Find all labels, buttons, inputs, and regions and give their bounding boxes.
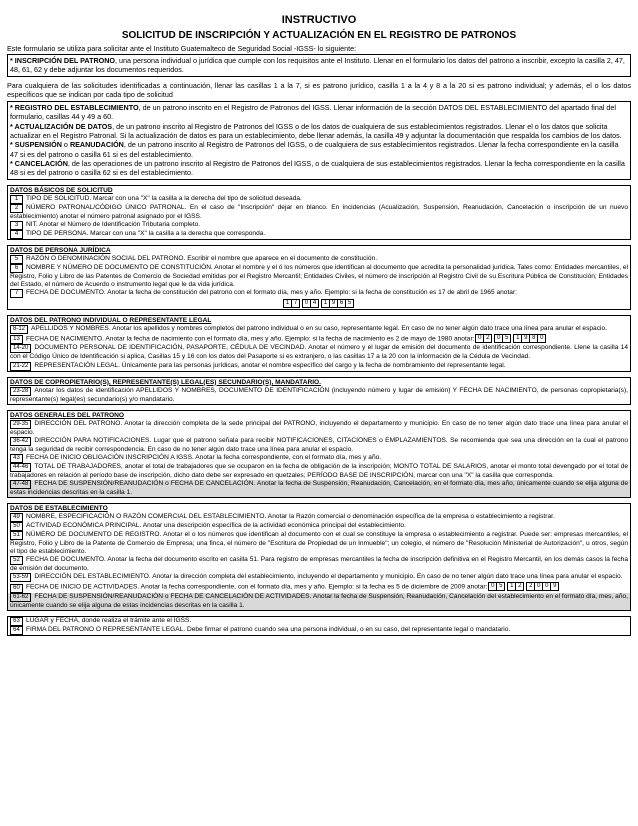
section-datos-establecimiento bbox=[7, 503, 631, 611]
date-digit-cell: 0 bbox=[494, 334, 503, 343]
field-number: 4 bbox=[10, 230, 23, 239]
date-example-1980 bbox=[476, 334, 546, 343]
field-row-53-59: 53-59 DIRECCIÓN DEL ESTABLECIMIENTO. Anotar la dirección completa del establecimiento, incluyendo el departamento y municipio. En caso de no tener algún dato trace una línea para anular el espacio. bbox=[8, 573, 630, 582]
section-heading: DATOS BÁSICOS DE SOLICITUD bbox=[10, 186, 113, 194]
field-row-43: 43 FECHA DE INICIO OBLIGACIÓN INSCRIPCIÓN A IGSS. Anotar la fecha correspondiente, con el formato día, mes y año. bbox=[8, 454, 630, 463]
general-instruction: Para cualquiera de las solicitudes identificadas a continuación, llenar las casillas 1 a la 7, si es patrono jurídico, casilla 1 a la 4 y 8 a la 20 si es patrono individual; y además, el o los datos específicos que se indican por cada tipo de solicitud bbox=[7, 80, 631, 99]
section-heading: DATOS GENERALES DEL PATRONO bbox=[10, 411, 125, 419]
section-patrono-individual bbox=[7, 315, 631, 371]
instructivo-page bbox=[7, 0, 631, 636]
field-row-7: 7 FECHA DE DOCUMENTO. Anotar la fecha de constitución del patrono con el formato día, mes y año. Ejemplo: si la fecha de constitución es 17 de abril de 1965 anotar: 1 7 0 4 1 9 6 5 bbox=[8, 289, 630, 308]
date-digit-cell: 0 bbox=[537, 334, 546, 343]
field-row-47-48: 47-48 FECHA DE SUSPENSIÓN/REANUDACIÓN o FECHA DE CANCELACIÓN. Anotar la fecha de Suspensión, Reanudación, Cancelación, en el formato día, mes año, únicamente cuando se elija alguna de estas incidencias descritas en la casilla 1. bbox=[10, 479, 628, 496]
section-datos-generales bbox=[7, 410, 631, 498]
date-digit-cell: 9 bbox=[329, 299, 338, 308]
field-row-14-20: 14-20 DOCUMENTO PERSONAL DE IDENTIFICACIÓN, PASAPORTE, CÉDULA DE VECINDAD. Anotar el número y el lugar de emisión del documento de identificación correspondiente. Llene la casilla 14 con el Código Único de Identificación si aplica, Casillas 15 y 16 con los datos del Pasaporte si es extranjero, o las casillas 17 a la 20 con la información de la Cédula de Vecindad. bbox=[10, 344, 628, 361]
field-number: 3 bbox=[10, 221, 23, 230]
date-example-2009 bbox=[489, 582, 559, 591]
section-heading: DATOS DEL PATRONO INDIVIDUAL O REPRESENTANTE LEGAL bbox=[10, 317, 212, 325]
field-number: 21-22 bbox=[10, 362, 31, 371]
field-number: 60 bbox=[10, 584, 23, 593]
field-row-6: 6 NOMBRE Y NÚMERO DE DOCUMENTO DE CONSTITUCIÓN. Anotar el nombre y el ó los números que identifican al documento que acredita la personalidad jurídica. Tales como: Entidades mercantiles, el Registro, Folio y Libro de las Patentes de Comercio de Sociedad emitidas por el Registro Mercantil; Entidades Civiles, el número de inscripción al Registro Civil de su Escritura Pública de Constitución; Entidades del Estado, el número de Acuerdo o instrumento legal que le da vida jurídica. bbox=[10, 263, 628, 288]
date-digit-cell: 5 bbox=[345, 299, 354, 308]
date-digit-cell: 6 bbox=[337, 299, 346, 308]
date-digit-cell: 7 bbox=[291, 299, 300, 308]
field-number: 64 bbox=[10, 626, 23, 635]
field-number: 50 bbox=[10, 522, 23, 531]
date-digit-cell: 0 bbox=[302, 299, 311, 308]
field-row-1: 1 TIPO DE SOLICITUD. Marcar con una "X" la casilla a la derecha del tipo de solicitud deseada. bbox=[8, 195, 630, 204]
date-digit-cell: 9 bbox=[550, 582, 559, 591]
field-number: 14-20 bbox=[10, 344, 31, 353]
field-number: 7 bbox=[10, 289, 23, 298]
field-number: 2 bbox=[10, 204, 23, 213]
field-row-50: 50 ACTIVIDAD ECONÓMICA PRINCIPAL. Anotar una descripción específica de la actividad económica principal del establecimiento. bbox=[8, 522, 630, 531]
page-title: INSTRUCTIVO bbox=[281, 14, 357, 26]
date-digit-cell: 2 bbox=[526, 582, 535, 591]
field-number: 53-59 bbox=[10, 573, 31, 582]
field-row-5: 5 RAZÓN O DENOMINACIÓN SOCIAL DEL PATRONO. Escribir el nombre que aparece en el documento de constitución. bbox=[8, 255, 630, 264]
section-heading: DATOS DE PERSONA JURÍDICA bbox=[10, 246, 111, 254]
intro-text: Este formulario se utiliza para solicitar ante el Instituto Guatemalteco de Seguridad Social -IGSS- lo siguiente: bbox=[7, 44, 357, 53]
field-row-36-42: 36-42 DIRECCIÓN PARA NOTIFICACIONES. Lugar que el patrono señala para recibir NOTIFICACIONES, CITACIONES o EMPLAZAMIENTOS. Se recomienda que sea una dirección en la cual el patrono tenga la seguridad de recibir correspondencia. En caso de no tener algún dato trace una línea para anular el espacio. bbox=[10, 436, 628, 453]
field-row-21-22: 21-22 REPRESENTACIÓN LEGAL. Únicamente para las personas jurídicas, anotar el nombre específico del cargo y la fecha de nombramiento del representante legal. bbox=[8, 362, 630, 371]
date-digit-cell: 0 bbox=[488, 582, 497, 591]
date-digit-cell: 0 bbox=[534, 582, 543, 591]
date-digit-cell: 0 bbox=[542, 582, 551, 591]
field-number: 47-48 bbox=[10, 480, 31, 489]
field-row-29-35: 29-35 DIRECCIÓN DEL PATRONO. Anotar la dirección completa de la sede principal del PATRONO, incluyendo el departamento y municipio. En caso de no tener algún dato trace una línea para anular el espacio. bbox=[10, 419, 628, 436]
inscripcion-text: , una persona individual o jurídica que cumple con los requisitos ante el Instituto. Llenar en el formulario los datos del patrono a inscribir, excepto la casilla 2, 47, 48, 61, 62 y debe adjuntar los documentos requeridos. bbox=[10, 56, 625, 75]
date-digit-cell: 9 bbox=[521, 334, 530, 343]
field-number: 51 bbox=[10, 531, 23, 540]
field-number: 61-62 bbox=[10, 593, 31, 602]
suspension-item: * SUSPENSIÓN o REANUDACIÓN, de un patrono inscrito al Registro de Patronos del IGSS, o de cualquiera de sus establecimientos registrados. Llenar la fecha correspondiente en la casilla 47 si es del patrono o casilla 61 si es del establecimiento. bbox=[10, 140, 619, 159]
request-types-box bbox=[7, 101, 631, 179]
section-copropietarios bbox=[7, 377, 631, 405]
field-number: 44-46 bbox=[10, 463, 31, 472]
field-row-51: 51 NÚMERO DE DOCUMENTO DE REGISTRO. Anotar el o los números que identifican al documento con el cual se constituye la empresa o establecimiento a registrar. Puede ser: empresas mercantiles, el Registro, Folio y Libro de la Patente de Comercio de Empresa; una finca, el número de "Escritura de Propiedad de un Inmueble"; un colegio, el número de "Resolución Ministerial de Autorización", u otros, según el tipo de establecimiento. bbox=[10, 531, 628, 556]
field-number: 29-35 bbox=[10, 420, 31, 429]
field-row-64: 64 FIRMA DEL PATRONO O REPRESENTANTE LEGAL. Debe firmar el patrono cuando sea una persona individual, o en su caso, del representante legal o mandatario. bbox=[8, 626, 630, 635]
field-row-52: 52 FECHA DE DOCUMENTO. Anotar la fecha del documento escrito en casilla 51. Para registro de empresas mercantiles la fecha de inscripción definitiva en el Registro Mercantil, en los demás casos la fecha de emisión del documento. bbox=[10, 556, 628, 573]
field-number: 6 bbox=[10, 264, 23, 273]
inscripcion-box bbox=[7, 54, 631, 77]
registro-establecimiento-item: * REGISTRO DEL ESTABLECIMIENTO, de un patrono inscrito en el Registro de Patronos del IGSS. Llenar información de la sección DATOS DEL ESTABLECIMIENTO del apartado final del formulario, casillas 44 y 49 a 60. bbox=[10, 103, 617, 122]
field-number: 23-28 bbox=[10, 387, 31, 396]
field-row-49: 49 NOMBRE, ESPECIFICACIÓN O RAZÓN COMERCIAL DEL ESTABLECIMIENTO. Anotar la Razón comercial o denominación específica de la empresa o establecimiento a registrar. bbox=[8, 513, 630, 522]
section-firma bbox=[7, 616, 631, 636]
date-digit-cell: 5 bbox=[502, 334, 511, 343]
date-digit-cell: 4 bbox=[310, 299, 319, 308]
date-digit-cell: 2 bbox=[483, 334, 492, 343]
field-row-44-46: 44-46 TOTAL DE TRABAJADORES, anotar el total de trabajadores que se ocuparon en la fecha de obligación de la inscripción; MONTO TOTAL DE SALARIOS, anotar el monto total devengado por el total de trabajadores en relación al período base de inscripción, dicho dato debe ser expresado en quetzales; PERÍODO BASE DE INSCRIPCIÓN, marcar con una "X" la casilla que corresponda. bbox=[10, 462, 628, 479]
section-heading: DATOS DE COPROPIETARIO(S), REPRESENTANTE(S) LEGAL(ES) SECUNDARIO(S), MANDATARIO. bbox=[10, 378, 322, 386]
field-number: 43 bbox=[10, 454, 23, 463]
field-row-4: 4 TIPO DE PERSONA. Marcar con una "X" la casilla a la derecha que corresponda. bbox=[8, 230, 630, 239]
date-digit-cell: 0 bbox=[475, 334, 484, 343]
page-subtitle: SOLICITUD DE INSCRIPCIÓN Y ACTUALIZACIÓN EN EL REGISTRO DE PATRONOS bbox=[121, 30, 517, 41]
date-digit-cell: 5 bbox=[496, 582, 505, 591]
date-digit-cell: 1 bbox=[283, 299, 292, 308]
cancelacion-item: * CANCELACIÓN, de las operaciones de un patrono inscrito al Registro de Patronos del IGSS, o de cualquiera de sus establecimientos registrados. Llenar la fecha correspondiente en la casilla 48 si es del patrono o casilla 62 si es del establecimiento. bbox=[10, 158, 625, 178]
section-persona-juridica bbox=[7, 245, 631, 311]
section-heading: DATOS DE ESTABLECIMIENTO bbox=[10, 505, 108, 512]
field-row-23-28: 23-28 Anotar los datos de identificación APELLIDOS Y NOMBRES, DOCUMENTO DE IDENTIFICACIÓN (incluyendo número y lugar de emisión) Y FECHA DE NACIMIENTO, de personas copropietaria(s), representante(s) legal(es) secundario(s) y/o mandatario. bbox=[10, 386, 628, 403]
field-number: 8-12 bbox=[10, 325, 28, 334]
field-number: 63 bbox=[10, 617, 23, 626]
field-row-61-62: 61-62 FECHA DE SUSPENSIÓN/REANUDACIÓN o FECHA DE CANCELACIÓN DE ACTIVIDADES. Anotar la fecha de Suspensión, Reanudación, Cancelación del establecimiento en el formato día, mes, año, únicamente cuando se elija alguna de estas incidencias descritas en la casilla 1. bbox=[10, 592, 628, 609]
field-row-60: 60 FECHA DE INICIO DE ACTIVIDADES. Anotar la fecha correspondiente, con el formato día, mes y año. Ejemplo: si la fecha es 5 de diciembre de 2009 anotar: 0 5 1 2 2 0 0 9 bbox=[8, 582, 630, 592]
section-datos-basicos bbox=[7, 185, 631, 240]
field-number: 1 bbox=[10, 195, 23, 204]
inscripcion-lead: * INSCRIPCIÓN DEL PATRONO bbox=[10, 56, 116, 65]
field-row-63: 63 LUGAR y FECHA, donde realiza el trámite ante el IGSS. bbox=[8, 617, 630, 626]
field-row-2: 2 NÚMERO PATRONAL/CÓDIGO ÚNICO PATRONAL. En el caso de "Inscripción" dejar en blanco. En incidencias (Acualización, Suspensión, Reanudación, Cancelación o inscripción de un nuevo establecimiento) anotar el número patronal asignado por el IGSS. bbox=[10, 203, 628, 220]
field-row-8-12: 8-12 APELLIDOS Y NOMBRES. Anotar los apellidos y nombres completos del patrono individual o en su caso, representante legal. En caso de no tener algún dato trace una línea para anular el espacio. bbox=[8, 325, 630, 334]
field-number: 5 bbox=[10, 255, 23, 264]
actualizacion-item: * ACTUALIZACIÓN DE DATOS, de un patrono inscrito al Registro de Patronos del IGSS o de los datos de cualquiera de sus establecimientos registrados. Llenar el o los datos que solicita actualizar en el Registro Patronal. Si la actualización de datos es para un establecimiento, debe llenar además, la casilla 49 y adjuntar la documentación que respalda los cambios de los datos. bbox=[10, 121, 622, 141]
date-digit-cell: 1 bbox=[321, 299, 330, 308]
field-row-3: 3 NIT. Anotar el Número de Identificación Tributaria completo. bbox=[8, 221, 630, 230]
date-digit-cell: 2 bbox=[515, 582, 524, 591]
field-row-13: 13 FECHA DE NACIMIENTO. Anotar la fecha de nacimiento con el formato día, mes y año. Ejemplo: si la fecha de nacimiento es 2 de mayo de 1980 anotar: 0 2 0 5 1 9 8 0 bbox=[8, 334, 630, 344]
date-digit-cell: 1 bbox=[513, 334, 522, 343]
date-digit-cell: 8 bbox=[529, 334, 538, 343]
date-example-1965 bbox=[284, 299, 354, 308]
field-number: 13 bbox=[10, 335, 23, 344]
date-digit-cell: 1 bbox=[507, 582, 516, 591]
field-number: 49 bbox=[10, 513, 23, 522]
field-number: 36-42 bbox=[10, 437, 31, 446]
field-number: 52 bbox=[10, 556, 23, 565]
